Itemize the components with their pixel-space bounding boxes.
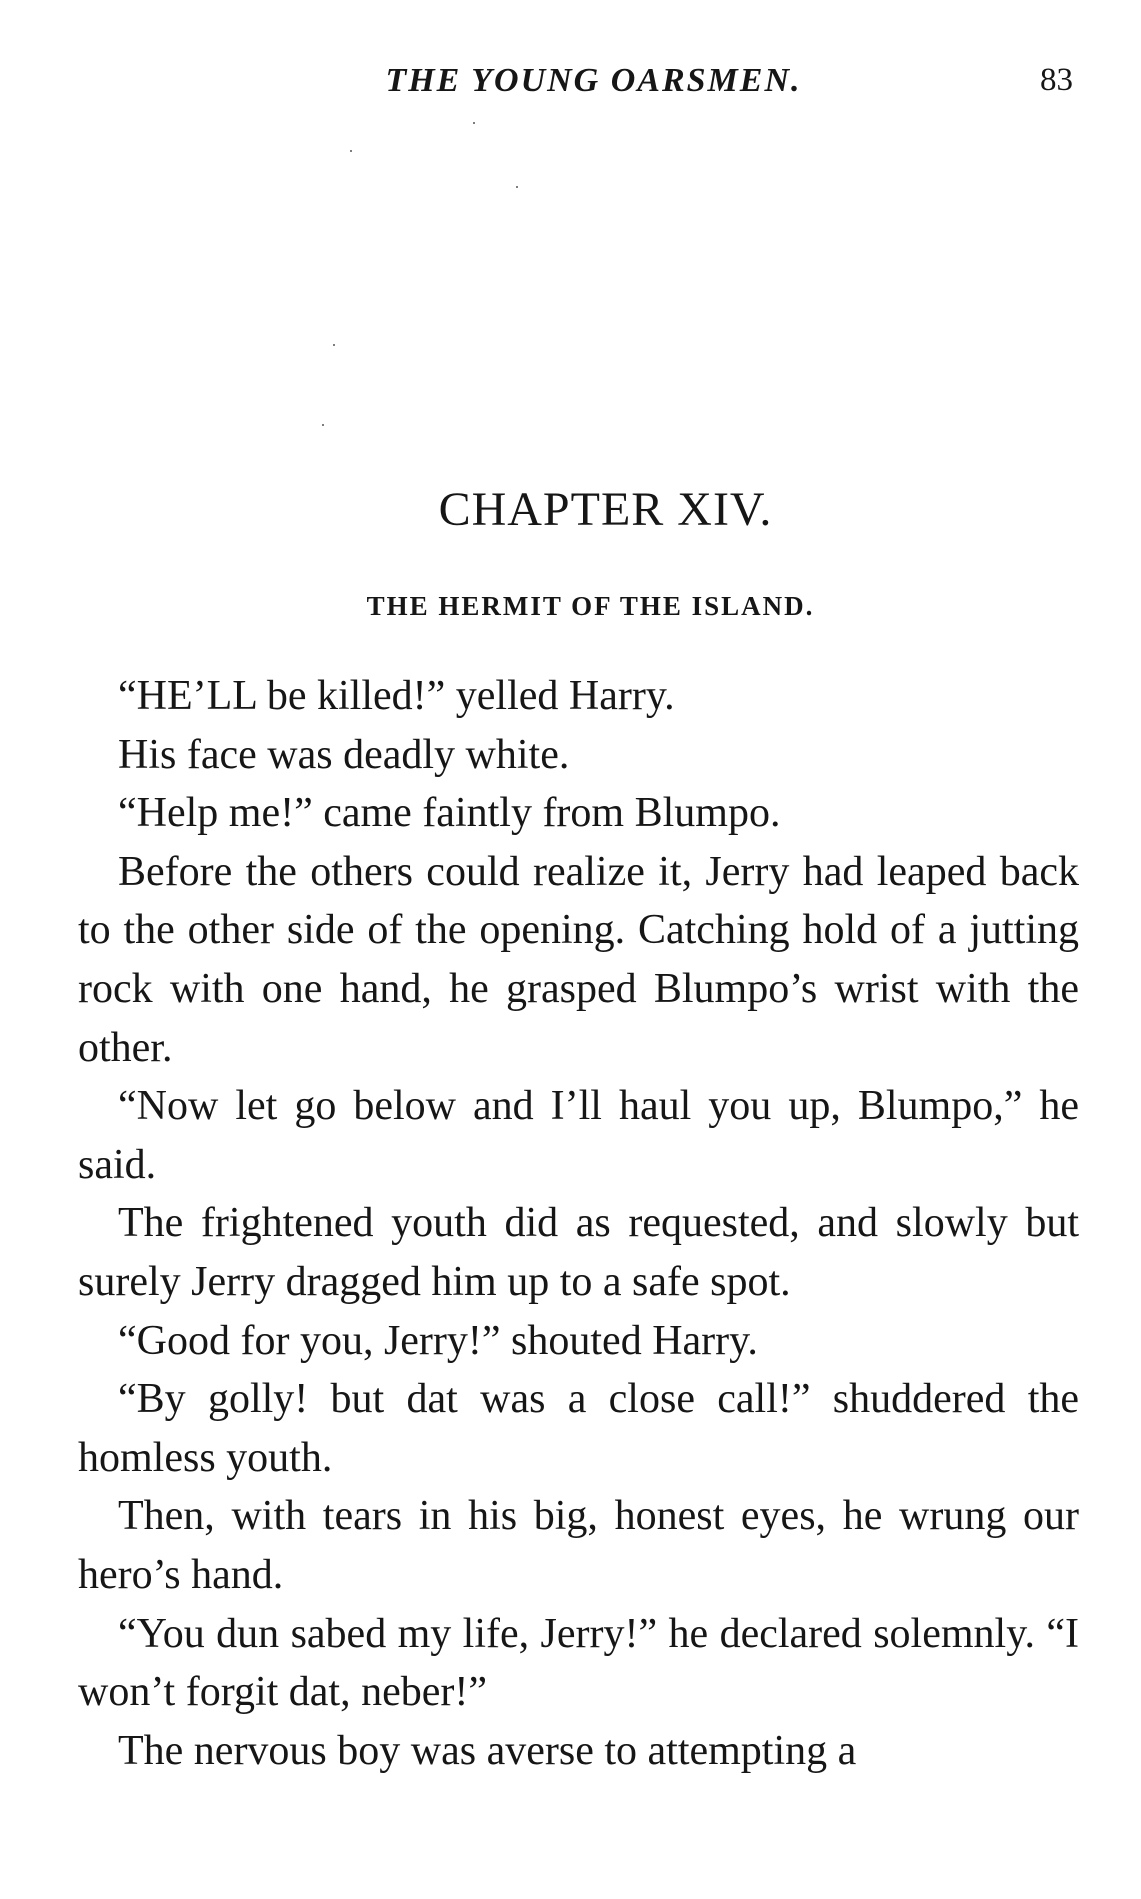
running-title: THE YOUNG OARSMEN. [385,62,802,99]
paragraph: The frightened youth did as requested, and slowly but surely Jerry dragged him up to a safe spot. [78,1200,1079,1305]
paragraph: “You dun sabed my life, Jerry!” he declared solemnly. “I won’t forgit dat, neber!” [78,1610,1079,1716]
chapter-body [78,667,1079,1780]
print-speck [473,122,475,124]
chapter-subtitle: THE HERMIT OF THE ISLAND. [366,591,815,621]
paragraph: “Help me!” came faintly from Blumpo. [118,790,781,837]
chapter-heading: CHAPTER XIV. [438,483,773,536]
print-speck [333,344,335,346]
running-head [78,62,1079,112]
paragraph: His face was deadly white. [118,731,570,778]
print-speck [516,186,518,188]
paragraph: Then, with tears in his big, honest eyes, he wrung our hero’s hand. [78,1493,1079,1598]
paragraph: The nervous boy was averse to attempting a [118,1727,857,1774]
paragraph: “Now let go below and I’ll haul you up, Blumpo,” he said. [78,1083,1079,1188]
paragraph: “HE’LL be killed!” yelled Harry. [118,673,675,719]
paragraph: “By golly! but dat was a close call!” shuddered the homless youth. [78,1376,1079,1481]
page-number: 83 [1040,62,1073,98]
paragraph: Before the others could realize it, Jerry had leaped back to the other side of the opening. Catching hold of a jutting rock with one hand, he grasped Blumpo’s wrist with the other. [78,848,1079,1071]
print-speck [350,150,352,152]
paragraph: “Good for you, Jerry!” shouted Harry. [118,1317,758,1364]
print-speck [322,424,324,426]
